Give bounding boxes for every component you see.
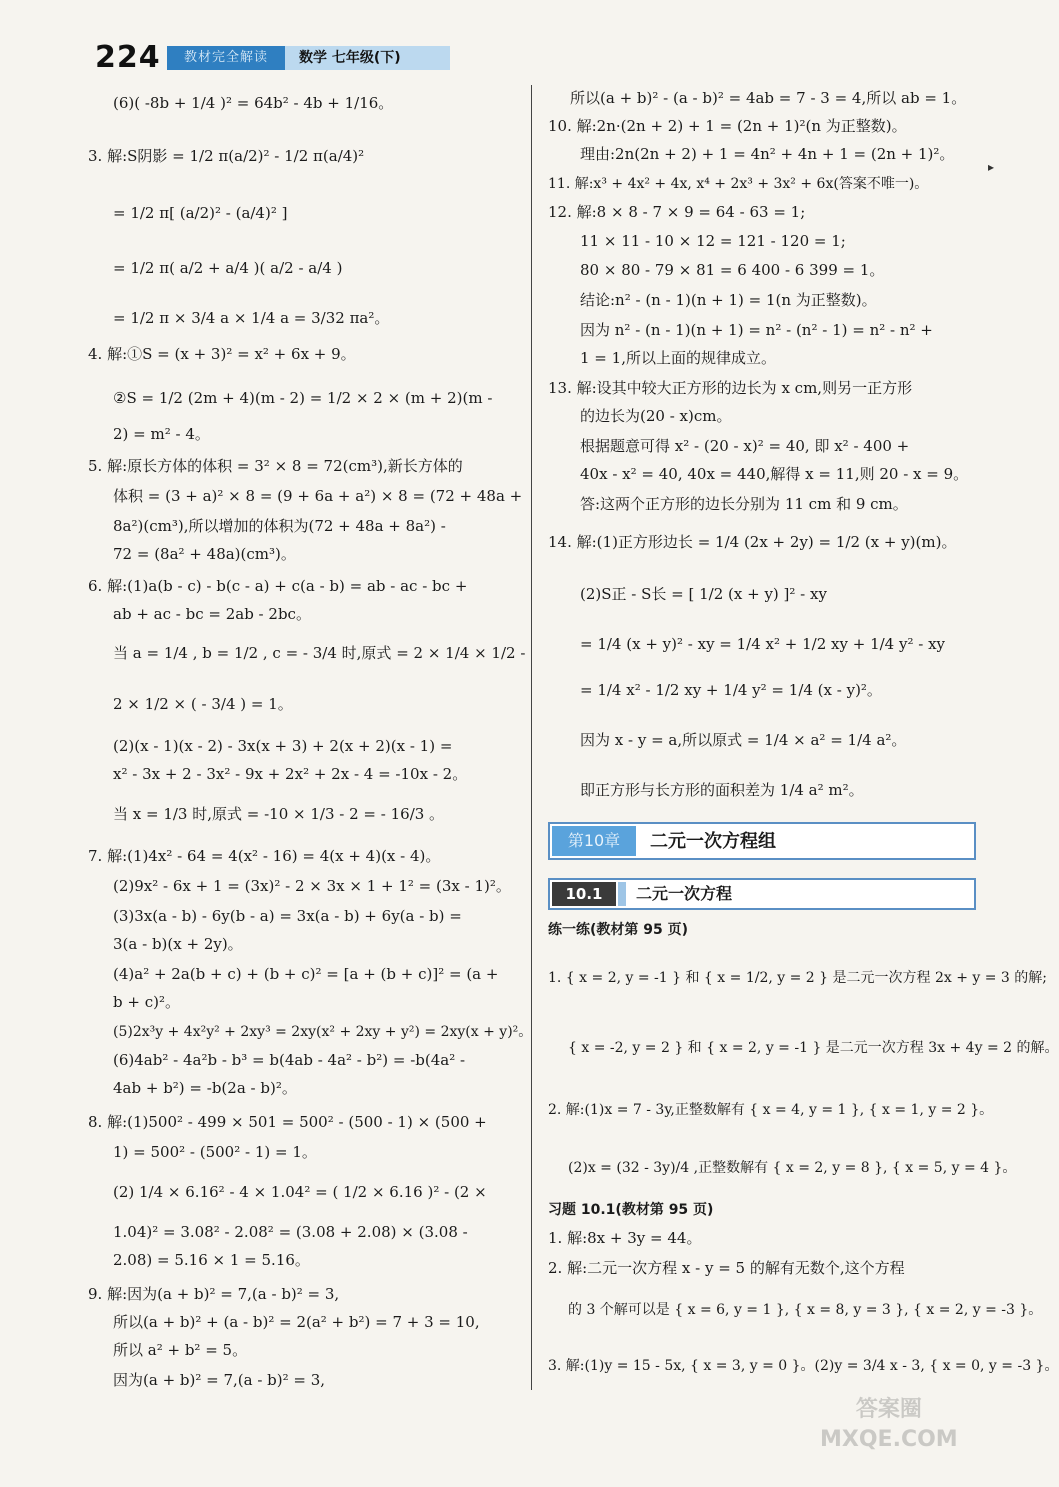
- text-line: = 1/4 (x + y)² - xy = 1/4 x² + 1/2 xy + 1/4 y² - xy: [580, 635, 946, 653]
- text-line: 1. 解:8x + 3y = 44。: [548, 1229, 702, 1247]
- text-line: = 1/2 π( a/2 + a/4 )( a/2 - a/4 ): [113, 259, 343, 277]
- text-line: x² - 3x + 2 - 3x² - 9x + 2x² + 2x - 4 = -10x - 2。: [113, 765, 468, 783]
- section-title: 二元一次方程: [636, 884, 733, 903]
- text-line: ②S = 1/2 (2m + 4)(m - 2) = 1/2 × 2 × (m + 2)(m -: [113, 389, 493, 407]
- text-line: (2) 1/4 × 6.16² - 4 × 1.04² = ( 1/2 × 6.16 )² - (2 ×: [113, 1183, 487, 1201]
- text-line: 根据题意可得 x² - (20 - x)² = 40, 即 x² - 400 +: [580, 437, 910, 455]
- text-line: 因为 x - y = a,所以原式 = 1/4 × a² = 1/4 a²。: [580, 731, 907, 749]
- text-line: 11. 解:x³ + 4x² + 4x, x⁴ + 2x³ + 3x² + 6x(答案不唯一)。: [548, 176, 929, 192]
- text-line: 即正方形与长方形的面积差为 1/4 a² m²。: [580, 781, 864, 799]
- subject-banner: 数学 七年级(下): [285, 46, 450, 70]
- text-line: 因为 n² - (n - 1)(n + 1) = n² - (n² - 1) = n² - n² +: [580, 321, 933, 339]
- section-heading: [548, 878, 976, 910]
- exercise-heading: 习题 10.1(教材第 95 页): [548, 1202, 714, 1218]
- text-line: b + c)²。: [113, 993, 180, 1011]
- text-line: 12. 解:8 × 8 - 7 × 9 = 64 - 63 = 1;: [548, 203, 806, 221]
- text-line: (2)9x² - 6x + 1 = (3x)² - 2 × 3x × 1 + 1² = (3x - 1)²。: [113, 877, 511, 895]
- section-accent: [618, 882, 626, 906]
- chapter-title: 二元一次方程组: [650, 831, 776, 852]
- text-line: 3. 解:S阴影 = 1/2 π(a/2)² - 1/2 π(a/4)²: [88, 147, 365, 165]
- text-line: 的 3 个解可以是 { x = 6, y = 1 }, { x = 8, y = 3 }, { x = 2, y = -3 }。: [568, 1302, 1043, 1318]
- exercise-heading: 练一练(教材第 95 页): [548, 922, 689, 938]
- text-line: 2.08) = 5.16 × 1 = 5.16。: [113, 1251, 310, 1269]
- series-banner: 教材完全解读: [167, 46, 285, 70]
- text-line: 1) = 500² - (500² - 1) = 1。: [113, 1143, 317, 1161]
- text-line: { x = -2, y = 2 } 和 { x = 2, y = -1 } 是二元一次方程 3x + 4y = 2 的解。: [568, 1040, 1059, 1056]
- text-line: 2. 解:二元一次方程 x - y = 5 的解有无数个,这个方程: [548, 1259, 905, 1277]
- text-line: 4ab + b²) = -b(2a - b)²。: [113, 1079, 297, 1097]
- text-line: = 1/2 π[ (a/2)² - (a/4)² ]: [113, 204, 288, 222]
- text-line: (4)a² + 2a(b + c) + (b + c)² = [a + (b + c)]² = (a +: [113, 965, 499, 983]
- text-line: (2)S正 - S长 = [ 1/2 (x + y) ]² - xy: [580, 585, 827, 603]
- text-line: 80 × 80 - 79 × 81 = 6 400 - 6 399 = 1。: [580, 261, 885, 279]
- text-line: 理由:2n(2n + 2) + 1 = 4n² + 4n + 1 = (2n + 1)²。: [580, 145, 955, 163]
- text-line: (6)4ab² - 4a²b - b³ = b(4ab - 4a² - b²) = -b(4a² -: [113, 1051, 466, 1069]
- text-line: (3)3x(a - b) - 6y(b - a) = 3x(a - b) + 6y(a - b) =: [113, 907, 462, 925]
- text-line: (6)( -8b + 1/4 )² = 64b² - 4b + 1/16。: [113, 94, 394, 112]
- text-line: 3. 解:(1)y = 15 - 5x, { x = 3, y = 0 }。(2)y = 3/4 x - 3, { x = 0, y = -3 }。: [548, 1358, 1059, 1374]
- text-line: ab + ac - bc = 2ab - 2bc。: [113, 605, 311, 623]
- text-line: 72 = (8a² + 48a)(cm³)。: [113, 545, 296, 563]
- text-line: 结论:n² - (n - 1)(n + 1) = 1(n 为正整数)。: [580, 291, 877, 309]
- text-line: 6. 解:(1)a(b - c) - b(c - a) + c(a - b) = ab - ac - bc +: [88, 577, 468, 595]
- text-line: 11 × 11 - 10 × 12 = 121 - 120 = 1;: [580, 232, 846, 250]
- text-line: = 1/4 x² - 1/2 xy + 1/4 y² = 1/4 (x - y)²。: [580, 681, 882, 699]
- text-line: 14. 解:(1)正方形边长 = 1/4 (2x + 2y) = 1/2 (x + y)(m)。: [548, 533, 957, 551]
- text-line: 13. 解:设其中较大正方形的边长为 x cm,则另一正方形: [548, 379, 913, 397]
- chapter-tag: 第10章: [552, 826, 636, 856]
- text-line: 的边长为(20 - x)cm。: [580, 407, 732, 425]
- margin-mark: ▸: [988, 160, 995, 174]
- text-line: 7. 解:(1)4x² - 64 = 4(x² - 16) = 4(x + 4)(x - 4)。: [88, 847, 441, 865]
- text-line: (5)2x³y + 4x²y² + 2xy³ = 2xy(x² + 2xy + y²) = 2xy(x + y)²。: [113, 1024, 533, 1040]
- text-line: 3(a - b)(x + 2y)。: [113, 935, 243, 953]
- text-line: 所以(a + b)² - (a - b)² = 4ab = 7 - 3 = 4,所以 ab = 1。: [570, 89, 967, 107]
- text-line: 2 × 1/2 × ( - 3/4 ) = 1。: [113, 695, 293, 713]
- text-line: 4. 解:①S = (x + 3)² = x² + 6x + 9。: [88, 345, 356, 363]
- text-line: 所以(a + b)² + (a - b)² = 2(a² + b²) = 7 + 3 = 10,: [113, 1313, 480, 1331]
- text-line: 当 x = 1/3 时,原式 = -10 × 1/3 - 2 = - 16/3 。: [113, 805, 445, 823]
- watermark-text: 答案圈: [855, 1397, 922, 1422]
- text-line: 当 a = 1/4 , b = 1/2 , c = - 3/4 时,原式 = 2 × 1/4 × 1/2 -: [113, 644, 526, 662]
- text-line: (2)x = (32 - 3y)/4 ,正整数解有 { x = 2, y = 8 }, { x = 5, y = 4 }。: [568, 1160, 1017, 1176]
- text-line: 10. 解:2n·(2n + 2) + 1 = (2n + 1)²(n 为正整数)。: [548, 117, 907, 135]
- text-line: 2. 解:(1)x = 7 - 3y,正整数解有 { x = 4, y = 1 }, { x = 1, y = 2 }。: [548, 1102, 994, 1118]
- watermark-url: MXQE.COM: [820, 1427, 958, 1452]
- text-line: 1 = 1,所以上面的规律成立。: [580, 349, 776, 367]
- text-line: 1.04)² = 3.08² - 2.08² = (3.08 + 2.08) × (3.08 -: [113, 1223, 468, 1241]
- text-line: 2) = m² - 4。: [113, 425, 210, 443]
- text-line: 因为(a + b)² = 7,(a - b)² = 3,: [113, 1371, 326, 1389]
- column-divider: [531, 85, 532, 1390]
- section-tag: 10.1: [552, 882, 616, 906]
- text-line: (2)(x - 1)(x - 2) - 3x(x + 3) + 2(x + 2)(x - 1) =: [113, 737, 453, 755]
- page-number: 224: [95, 40, 161, 75]
- text-line: 5. 解:原长方体的体积 = 3² × 8 = 72(cm³),新长方体的: [88, 457, 463, 475]
- text-line: = 1/2 π × 3/4 a × 1/4 a = 3/32 πa²。: [113, 309, 390, 327]
- text-line: 所以 a² + b² = 5。: [113, 1341, 248, 1359]
- text-line: 体积 = (3 + a)² × 8 = (9 + 6a + a²) × 8 = (72 + 48a +: [113, 487, 523, 505]
- watermark: [820, 1395, 958, 1455]
- text-line: 8a²)(cm³),所以增加的体积为(72 + 48a + 8a²) -: [113, 517, 446, 535]
- text-line: 答:这两个正方形的边长分别为 11 cm 和 9 cm。: [580, 495, 908, 513]
- text-line: 1. { x = 2, y = -1 } 和 { x = 1/2, y = 2 } 是二元一次方程 2x + y = 3 的解;: [548, 970, 1048, 986]
- text-line: 8. 解:(1)500² - 499 × 501 = 500² - (500 - 1) × (500 +: [88, 1113, 487, 1131]
- text-line: 40x - x² = 40, 40x = 440,解得 x = 11,则 20 - x = 9。: [580, 465, 969, 483]
- chapter-heading: [548, 822, 976, 860]
- text-line: 9. 解:因为(a + b)² = 7,(a - b)² = 3,: [88, 1285, 340, 1303]
